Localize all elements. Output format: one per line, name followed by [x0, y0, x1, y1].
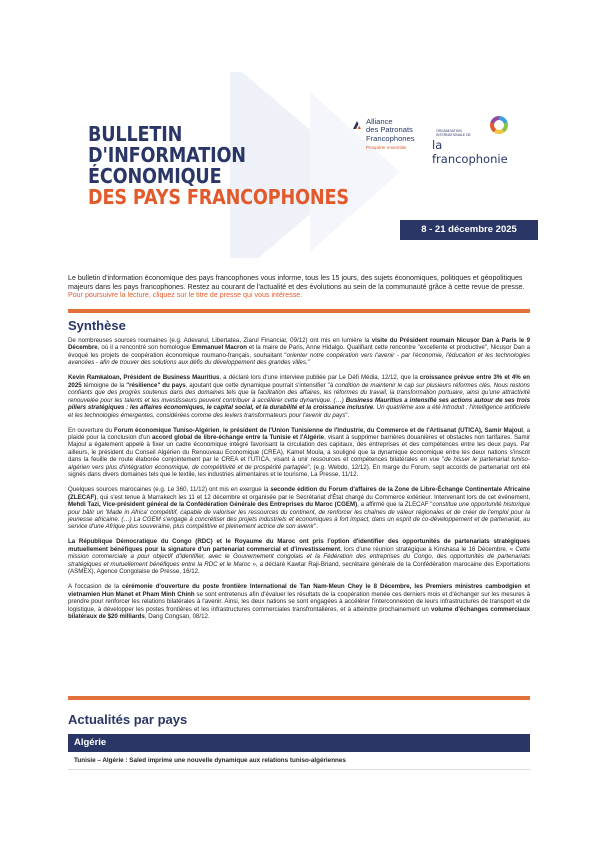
section-divider [68, 696, 530, 700]
synthese-paragraph [68, 337, 530, 367]
highlight-text: Business Mauritius a intensifié ses actions autour de ses trois piliers stratégiques : les affaires économiques, le capital social, et la durabilité et la croissance inclusive [68, 396, 530, 412]
highlight-text: Forum économique Tuniso-Algérien [114, 426, 220, 434]
body-text: , [219, 426, 224, 434]
body-text: , visant à supprimer barrières douanières et obstacles non tarifaires. Samir Majoul a également appelé à fixer un cadre économique intégré favorisant la circulation des capitaux, des entreprises et des compétences entre les deux pays. Par ailleurs, le président du Conseil Algérien du Renouveau Economique (CREA), Kamel Moula, a souligné que la dynamique économique entre les deux nations s'inscrit dans la feuille de route élaborée conjointement par le CREA et l'UTICA, visant à unir ressources et compétences bilatérales en vue " [68, 433, 530, 464]
intro-instruction: Pour poursuivre la lecture, cliquez sur le titre de presse qui vous intéresse. [68, 291, 303, 299]
body-text: », a déclaré Kawtar Raji-Briand, secrétaire générale de la Confédération marocaine des Exportations (ASMEX), Agence Congolaise de Presse, 16/12. [68, 560, 530, 576]
quote-text: Cette mission commerciale a pour objectif d'identifier, avec le Gouvernement congolais et la Fédération des entreprises du Congo, des opportunités de partenariats stratégiques et mutuellement bénéfiques entre la RDC et le Maroc [68, 545, 530, 568]
bulletin-title-line: ÉCONOMIQUE [88, 164, 222, 188]
body-text: A l'occasion de la [68, 583, 122, 591]
synthese-paragraph [68, 427, 530, 479]
highlight-text: volume d'échanges commerciaux bilatéraux de $20 milliards [68, 605, 530, 620]
bulletin-title [88, 124, 349, 208]
highlight-text: La République Démocratique du Congo (RDC) et le Royaume du Maroc ont pris l'option d'identifier des opportunités de partenariats stratégiques mutuellement bénéfiques pour la signature d'un partenariat commercial et d'investissement [68, 538, 530, 553]
body-text: , a déclaré lors d'une interview publiée par Le Défi Média, 12/12, que la [219, 374, 420, 382]
intro-paragraph: Le bulletin d'information économique des pays francophones vous informe, tous les 15 jours, des sujets économiques, politiques et géopolitiques majeurs dans les pays francophones. Restez au courant de l'actualité et des évolutions au sein de la communauté grâce à cette revue de presse. [68, 274, 525, 291]
apf-logo-line: des Patronats [366, 125, 413, 135]
body-text: et la maire de Paris, Anne Hidalgo. Qualifiant cette rencontre "excellente et productive", Nicușor Dan a évoqué les projets de coopération économique roumano-français, souhaitant " [68, 344, 530, 359]
oif-logo [432, 116, 512, 166]
intro-text [68, 274, 528, 300]
bulletin-title-line: BULLETIN [88, 122, 183, 146]
highlight-text: Emmanuel Macron [192, 344, 247, 352]
francophonie-ring-icon [490, 116, 508, 134]
synthese-paragraph [68, 374, 530, 419]
body-text: , Dang Congsan, 08/12. [144, 613, 210, 620]
body-text: En ouverture du [68, 426, 115, 434]
body-text: De nombreuses sources roumaines (e.g. Adevarul, Libertatea, Ziarul Financiar, 09/12) ont mis en lumière la [68, 337, 372, 344]
body-text: , lors d'une réunion stratégique à Kinshasa le 16 Décembre. « [340, 545, 516, 553]
apf-tagline: Prospérer ensemble [366, 145, 407, 150]
synthese-paragraph [68, 486, 530, 531]
highlight-text: "résilience" du pays [126, 381, 186, 389]
apf-logo-line: Alliance [366, 117, 393, 126]
body-text: ". [314, 523, 318, 531]
body-text: , a plaidé pour la conclusion d'un [68, 426, 531, 441]
apf-logo-icon [352, 120, 362, 130]
apf-logo-line: Francophones [366, 133, 415, 143]
highlight-text: cérémonie d'ouverture du poste frontière International de Tan Nam-Meun Chey le 8 Décembre, les Premiers ministres cambodgien et vietnamien Hun Manet et Pham Minh Chinh [68, 583, 530, 598]
bulletin-title-line: D'INFORMATION [88, 143, 246, 167]
country-name: Algérie [74, 737, 107, 748]
quote-text: à condition de maintenir le cap sur plusieurs réformes clés. Nous restons confiants que des progrès soutenus dans des domaines tels que la facilitation des affaires, les réformes du travail, la transformation portuaire, ainsi qu'une attractivité renouvelée pour les talents et les investisseurs peuvent contribuer à accélérer cette dynamique. (…) [68, 381, 530, 404]
bulletin-banner [60, 72, 538, 258]
date-badge: 8 - 21 décembre 2025 [400, 220, 538, 240]
quote-text: de hisser le partenariat tuniso-algérien vers plus d'intégration économique, de compétitivité et de prospérité partagée [68, 456, 530, 471]
apf-logo-text [366, 118, 438, 143]
quote-text: . Un quatrième axe a été introduit : l'intelligence artificielle et les technologies émergentes, considérées comme des leviers transformateurs pour l'avenir du pays [68, 404, 531, 419]
highlight-text: croissance prévue entre 3% et 4% en 2025 [68, 374, 531, 389]
synthese-paragraph [68, 538, 530, 575]
section-divider [68, 309, 530, 313]
synthese-body [68, 337, 530, 628]
body-text: Quelques sources marocaines (e.g. Le 360, 11/12) ont mis en exergue la [68, 486, 271, 494]
body-text: , a affirmé que la ZLECAF " [357, 501, 433, 509]
body-text: ". [345, 411, 350, 419]
body-text: " [307, 359, 310, 367]
body-text: , ajoutant que cette dynamique pourrait s'intensifier " [185, 381, 330, 389]
oif-logo-text: la francophonie [432, 138, 508, 166]
highlight-text: Kevin Ramkaloan, Président de Business Mauritius [68, 374, 220, 382]
article-title[interactable]: Tunisie – Algérie : Saïed imprime une nouvelle dynamique aux relations tuniso-algériennes [74, 757, 346, 764]
body-text: , qui s'est tenue à Marrakech les 11 et 12 décembre et organisée par le Secrétariat d'État chargé du Commerce extérieur. Intervenant lors de cet événement, [96, 493, 530, 501]
body-text: , où il a rencontré son homologue [97, 344, 193, 352]
quote-text: constitue une opportunité historique pour bâtir un 'Made in Africa' compétitif, capable de valoriser les ressources du continent, de renforcer les chaînes de valeur régionales et de créer de l'emploi pour la jeunesse africaine. (…) La CGEM s'engage à concrétiser des projets industriels et économiques à fort impact, dans un esprit de co-développement et de partenariat, au service d'une Afrique plus souveraine, plus compétitive et pleinement actrice de son avenir [68, 501, 530, 531]
highlight-text: visite du Président roumain Nicușor Dan à Paris le 9 Décembre [68, 337, 531, 352]
oif-logo-small-text: ORGANISATION INTERNATIONALE DE [436, 129, 471, 137]
highlight-text: seconde édition du Forum d'affaires de la Zone de Libre-Échange Continentale Africaine (ZLECAF) [68, 486, 530, 501]
article-link[interactable] [68, 753, 530, 770]
synthese-heading: Synthèse [68, 318, 126, 333]
synthese-paragraph [68, 583, 530, 620]
country-header [68, 734, 530, 752]
body-text: ", (e.g. Webdo, 12/12). En marge du Forum, sept accords de partenariat ont été signés dans divers domaines tels que le textile, les industries alimentaires et le tourisme, La Presse, 11/12. [68, 463, 530, 479]
quote-text: orienter notre coopération vers l'avenir - par l'économie, l'éducation et les technologies avancées - afin de trouver des solutions aux défis du développement des grandes villes. [68, 351, 530, 367]
actualites-heading: Actualités par pays [68, 712, 188, 727]
highlight-text: accord global de libre-échange entre la Tunisie et l'Algérie [152, 433, 325, 441]
body-text: se sont entretenus afin d'évaluer les résultats de la coopération menée ces derniers mois et d'échanger sur les mesures à prendre pour renforcer les relations bilatérales à l'avenir. Ainsi, les deux nations se sont engagées à accélérer l'interconnexion de leurs infrastructures de transport et de logistique, à développer les postes frontières et les infrastructures commerciales transfrontalières, et à atteindre prochainement un [68, 590, 530, 613]
body-text: témoigne de la [81, 381, 127, 389]
highlight-text: Mehdi Tazi, Vice-président général de la Confédération Générale des Entreprises du Maroc (CGEM) [68, 501, 358, 509]
bulletin-title-line: DES PAYS FRANCOPHONES [88, 185, 349, 209]
highlight-text: le président de l'Union Tunisienne de l'Industrie, du Commerce et de l'Artisanat (UTICA), Samir Majoul [223, 426, 523, 434]
